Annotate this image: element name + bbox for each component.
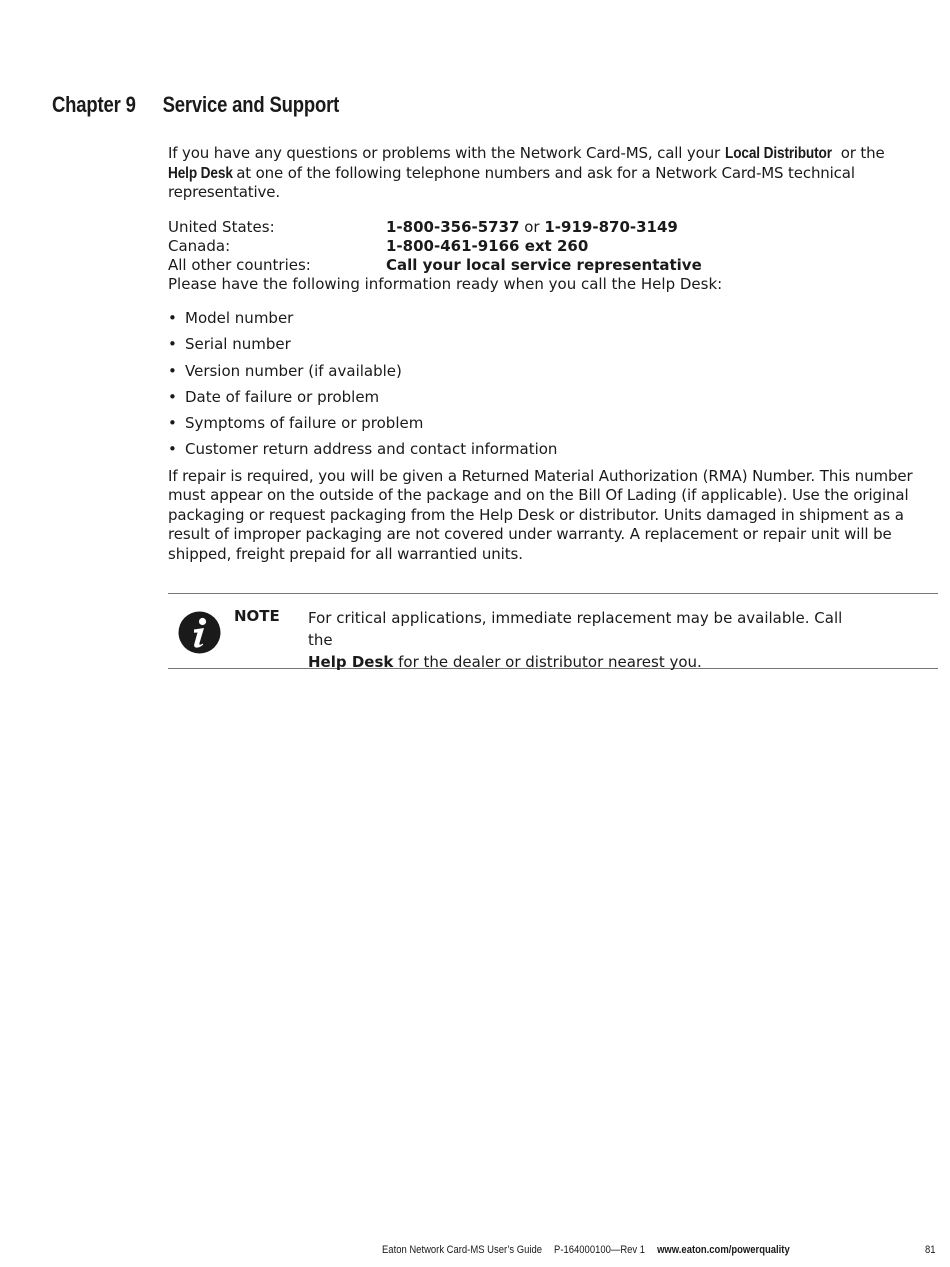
list-item: • Date of failure or problem xyxy=(168,388,938,414)
contact-row-us xyxy=(168,218,938,237)
note-text-1: For critical applications, immediate replacement may be available. Call the xyxy=(308,609,843,649)
intro-paragraph xyxy=(168,144,938,203)
page-number: 81 xyxy=(925,1244,936,1256)
or-text: or xyxy=(519,217,545,236)
local-distributor-term: Local Distributor xyxy=(724,145,832,162)
phone-number: 1-800-461-9166 ext 260 xyxy=(386,236,589,255)
intro-text-2: or the xyxy=(836,144,885,162)
contact-instruction: Call your local service representative xyxy=(386,255,702,274)
contact-label: All other countries: xyxy=(168,255,311,274)
list-item: • Serial number xyxy=(168,335,938,361)
phone-number: 1-800-356-5737 xyxy=(386,217,520,236)
phone-number: 1-919-870-3149 xyxy=(544,217,678,236)
note-box xyxy=(168,593,938,669)
contact-value xyxy=(386,218,678,237)
info-list xyxy=(168,309,938,467)
chapter-label: Chapter 9 xyxy=(52,92,136,117)
footer-guide-title: Eaton Network Card-MS User’s Guide xyxy=(382,1244,543,1256)
main-content xyxy=(168,144,938,564)
footer-doc-number: P-164000100—Rev 1 xyxy=(554,1244,646,1256)
chapter-title: Service and Support xyxy=(162,92,340,117)
list-item: • Customer return address and contact information xyxy=(168,440,938,466)
list-item: • Version number (if available) xyxy=(168,362,938,388)
contact-table xyxy=(168,218,938,275)
note-text xyxy=(308,607,868,673)
contact-row-canada xyxy=(168,237,938,256)
info-icon xyxy=(178,611,221,654)
repair-paragraph: If repair is required, you will be given a Returned Material Authorization (RMA) Number. This number must appear on the outside of the package and on the Bill Of Lading (if applicable). Use the original packaging or request packaging from the Help Desk or distributor. Units damaged in shipment as a result of improper packaging are not covered under warranty. A replacement or repair unit will be shipped, freight prepaid for all warrantied units. xyxy=(168,466,913,563)
note-text-2: for the dealer or distributor nearest you. xyxy=(393,653,702,671)
footer-url[interactable]: www.eaton.com/powerquality xyxy=(657,1244,790,1256)
contact-value xyxy=(386,237,588,256)
help-desk-term: Help Desk xyxy=(168,164,233,182)
list-item: • Symptoms of failure or problem xyxy=(168,414,938,440)
note-label: NOTE xyxy=(234,607,280,625)
intro-text-3: at one of the following telephone numbers and ask for a Network Card-MS technical representative. xyxy=(168,163,855,201)
page-footer xyxy=(382,1244,790,1256)
note-help-desk-term: Help Desk xyxy=(308,653,394,671)
info-prompt: Please have the following information ready when you call the Help Desk: xyxy=(168,274,723,293)
intro-text-1: If you have any questions or problems with the Network Card-MS, call your xyxy=(168,144,725,162)
contact-value xyxy=(386,256,702,275)
chapter-heading xyxy=(52,92,339,118)
contact-label: United States: xyxy=(168,217,275,236)
contact-label: Canada: xyxy=(168,236,231,255)
list-item: • Model number xyxy=(168,309,938,335)
contact-row-other xyxy=(168,256,938,275)
